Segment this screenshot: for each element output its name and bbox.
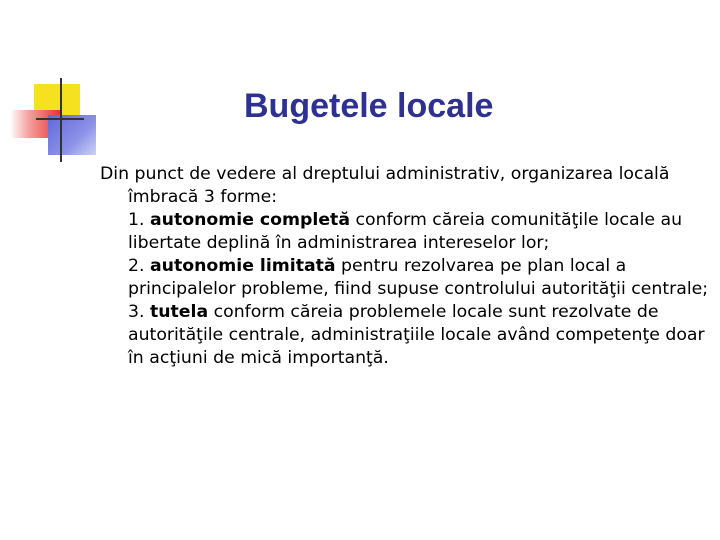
item-description: conform căreia comunităţile locale au libertate deplină în administrarea intereselor lor; — [128, 210, 683, 253]
slide-title: Bugetele locale — [244, 87, 494, 125]
item-term: tutela — [149, 302, 209, 322]
item-number: 3. — [128, 302, 150, 322]
vertical-line-shape — [60, 78, 62, 162]
slide-body — [100, 163, 712, 370]
item-description: conform căreia problemele locale sunt rezolvate de autorităţile centrale, administraţiile locale având competenţe doar în acţiuni de mică importanţă. — [128, 302, 705, 368]
list-item — [100, 209, 712, 255]
item-description: pentru rezolvarea pe plan local a principalelor probleme, fiind supuse controlului autorităţii centrale; — [128, 256, 709, 299]
item-term: autonomie limitată — [149, 256, 336, 276]
item-term: autonomie completă — [149, 210, 350, 230]
blue-square-shape — [48, 115, 96, 155]
list-item — [100, 255, 712, 301]
item-number: 1. — [128, 210, 150, 230]
list-item — [100, 301, 712, 370]
item-number: 2. — [128, 256, 150, 276]
intro-paragraph: Din punct de vedere al dreptului administrativ, organizarea locală îmbracă 3 forme: — [100, 164, 670, 207]
